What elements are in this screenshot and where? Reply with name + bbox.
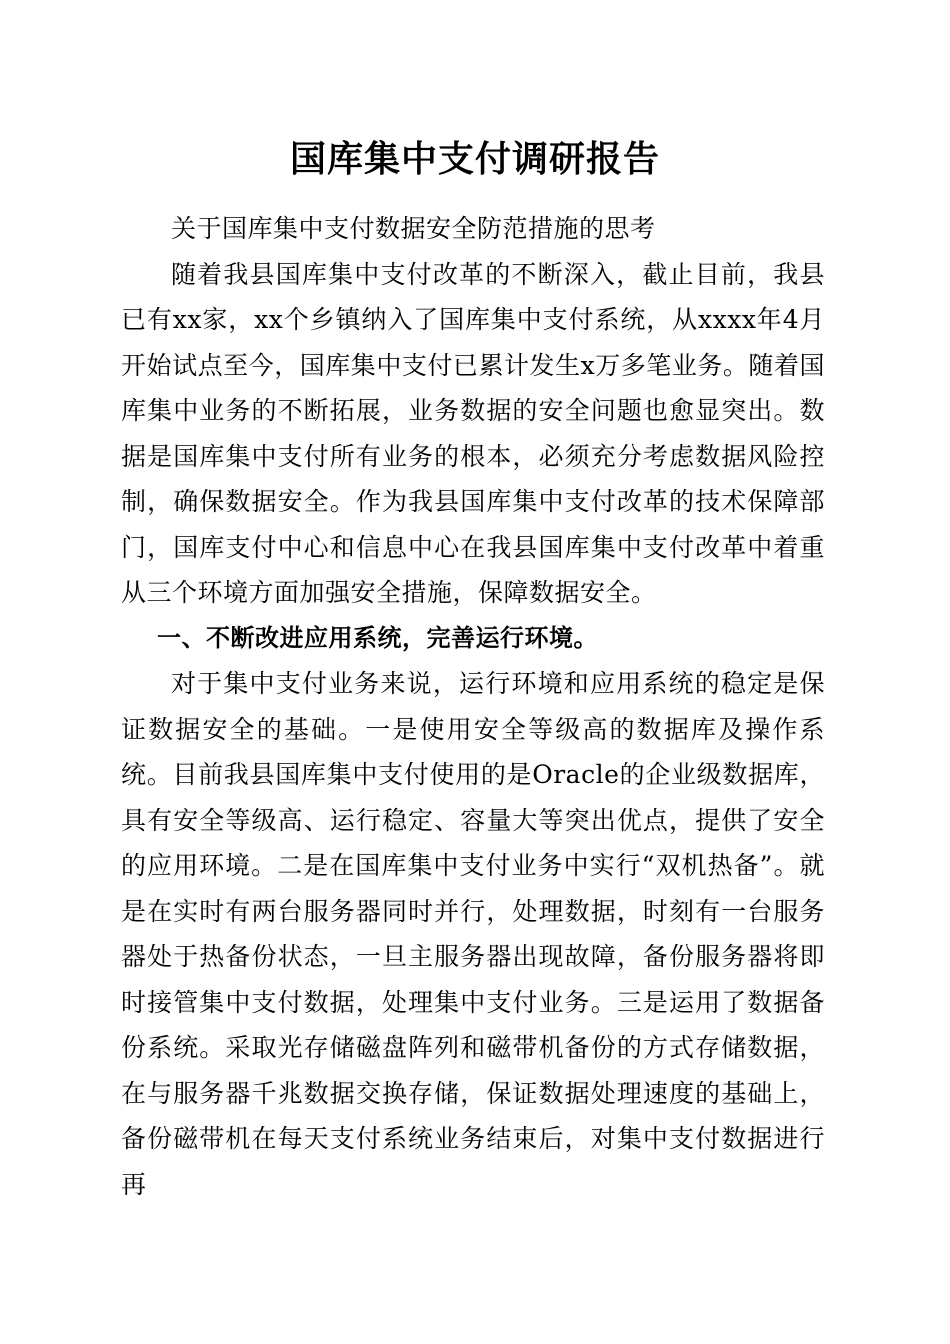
document-title: 国库集中支付调研报告 xyxy=(289,139,660,180)
intro-paragraph: 随着我县国库集中支付改革的不断深入，截止目前，我县已有xx家，xx个乡镇纳入了国库集中支付系统，从xxxx年4月开始试点至今，国库集中支付已累计发生x万多笔业务。随着国库集中业务的不断拓展，业务数据的安全问题也愈显突出。数据是国库集中支付所有业务的根本，必须充分考虑数据风险控制，确保数据安全。作为我县国库集中支付改革的技术保障部门，国库支付中心和信息中心在我县国库集中支付改革中着重从三个环境方面加强安全措施，保障数据安全。 xyxy=(121,259,825,607)
section-1-paragraph: 对于集中支付业务来说，运行环境和应用系统的稳定是保证数据安全的基础。一是使用安全等级高的数据库及操作系统。目前我县国库集中支付使用的是Oracle的企业级数据库，具有安全等级高、运行稳定、容量大等突出优点，提供了安全的应用环境。二是在国库集中支付业务中实行“双机热备”。就是在实时有两台服务器同时并行，处理数据，时刻有一台服务器处于热备份状态，一旦主服务器出现故障，备份服务器将即时接管集中支付数据，处理集中支付业务。三是运用了数据备份系统。采取光存储磁盘阵列和磁带机备份的方式存储数据，在与服务器千兆数据交换存储，保证数据处理速度的基础上，备份磁带机在每天支付系统业务结束后，对集中支付数据进行再 xyxy=(121,669,825,1199)
document-body xyxy=(121,206,825,1207)
subtitle-paragraph: 关于国库集中支付数据安全防范措施的思考 xyxy=(171,214,656,243)
section-heading-1: 一、不断改进应用系统，完善运行环境。 xyxy=(157,623,598,652)
